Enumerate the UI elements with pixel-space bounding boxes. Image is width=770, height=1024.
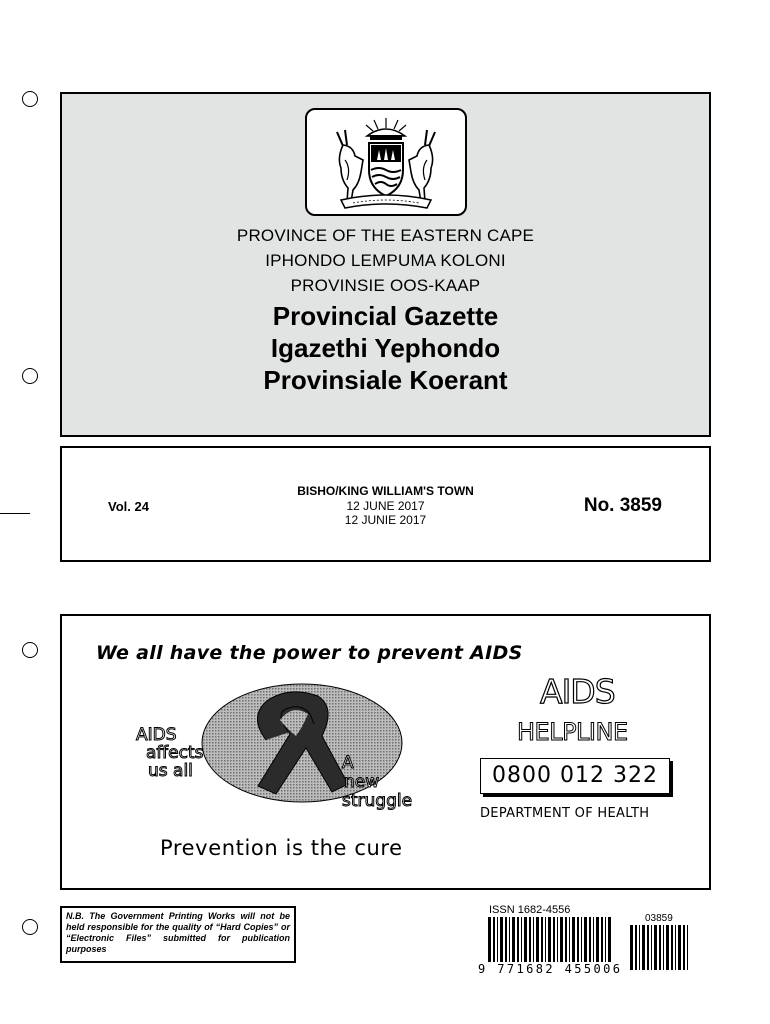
barcode-bar	[683, 925, 685, 970]
barcode-bar	[663, 925, 664, 970]
issue-date-afrikaans: 12 JUNIE 2017	[344, 513, 427, 527]
barcode-bar	[642, 925, 645, 970]
barcode-bar	[497, 917, 498, 962]
barcode-bar	[577, 917, 579, 962]
aids-headline: We all have the power to prevent AIDS	[96, 642, 523, 664]
barcode-bar	[512, 917, 515, 962]
helpline-label: HELPLINE	[517, 718, 628, 746]
barcode-bar	[500, 917, 503, 962]
department-name: DEPARTMENT OF HEALTH	[480, 806, 650, 821]
barcode-bar	[560, 917, 563, 962]
ellipse-text-new: new	[344, 772, 380, 792]
barcode-bar	[593, 917, 594, 962]
barcode-bar	[517, 917, 519, 962]
barcode-bar	[541, 917, 543, 962]
issue-number: No. 3859	[583, 495, 662, 516]
barcode-bar	[521, 917, 522, 962]
addon-barcode	[630, 925, 692, 970]
barcode-bar	[545, 917, 546, 962]
province-name-xhosa: IPHONDO LEMPUMA KOLONI	[265, 251, 506, 270]
punch-hole	[22, 919, 38, 935]
punch-hole	[22, 91, 38, 107]
disclaimer-note: N.B. The Government Printing Works will not be held responsible for the quality of “Hard Copies” or “Electronic Files” submitted for publication purposes	[60, 906, 296, 963]
barcode-bar	[548, 917, 551, 962]
province-name-english: PROVINCE OF THE EASTERN CAPE	[236, 226, 535, 245]
fold-mark	[0, 513, 30, 514]
barcode-bar	[654, 925, 657, 970]
barcode-bar	[505, 917, 507, 962]
issue-info	[60, 446, 711, 562]
eastern-cape-coat-of-arms-icon	[307, 110, 465, 214]
barcode-bar	[605, 917, 606, 962]
issn-barcode	[488, 917, 612, 962]
punch-hole	[22, 368, 38, 384]
aids-label: AIDS	[540, 672, 615, 711]
gazette-title-afrikaans: Provinsiale Koerant	[263, 365, 508, 395]
issn-number: ISSN 1682-4556	[489, 904, 571, 916]
aids-tagline: Prevention is the cure	[160, 836, 403, 860]
barcode-bar	[565, 917, 567, 962]
barcode-bar	[651, 925, 652, 970]
barcode-bar	[671, 925, 673, 970]
ellipse-text-struggle: struggle	[342, 791, 413, 811]
gazette-header	[60, 92, 711, 437]
barcode-bar	[581, 917, 582, 962]
barcode-digits: 9 771682 455006	[478, 962, 623, 976]
barcode-bar	[687, 925, 688, 970]
barcode-bar	[533, 917, 534, 962]
barcode-bar	[536, 917, 539, 962]
helpline-phone-number: 0800 012 322	[480, 758, 670, 794]
punch-hole	[22, 642, 38, 658]
barcode-bar	[678, 925, 681, 970]
issue-date-english: 12 JUNE 2017	[346, 499, 425, 513]
ellipse-text-us-all: us all	[148, 761, 193, 781]
barcode-bar	[529, 917, 531, 962]
barcode-bar	[630, 925, 633, 970]
barcode-bar	[635, 925, 637, 970]
barcode-bar	[659, 925, 661, 970]
barcode-bar	[589, 917, 591, 962]
gazette-title-english: Provincial Gazette	[272, 301, 499, 331]
barcode-bar	[572, 917, 575, 962]
barcode-bar	[493, 917, 495, 962]
barcode-bar	[608, 917, 611, 962]
barcode-bar	[584, 917, 587, 962]
coat-of-arms	[305, 108, 467, 216]
province-name-afrikaans: PROVINSIE OOS-KAAP	[290, 276, 481, 295]
barcode-bar	[488, 917, 491, 962]
barcode-bar	[569, 917, 570, 962]
barcode-bar	[647, 925, 649, 970]
barcode-bar	[553, 917, 555, 962]
volume-number: Vol. 24	[108, 499, 149, 514]
barcode-bar	[596, 917, 599, 962]
barcode-bar	[639, 925, 640, 970]
barcode-bar	[601, 917, 603, 962]
barcode-bar	[666, 925, 669, 970]
aids-advert	[60, 614, 711, 890]
ellipse-text-a: A	[342, 753, 354, 773]
ellipse-text-affects: affects	[146, 743, 204, 763]
publication-place: BISHO/KING WILLIAM'S TOWN	[297, 484, 474, 498]
barcode-bar	[524, 917, 527, 962]
barcode-bar	[557, 917, 558, 962]
addon-barcode-label: 03859	[645, 913, 673, 924]
ellipse-text-aids: AIDS	[136, 725, 177, 745]
gazette-title-xhosa: Igazethi Yephondo	[270, 333, 501, 363]
barcode-bar	[675, 925, 676, 970]
barcode-bar	[509, 917, 510, 962]
